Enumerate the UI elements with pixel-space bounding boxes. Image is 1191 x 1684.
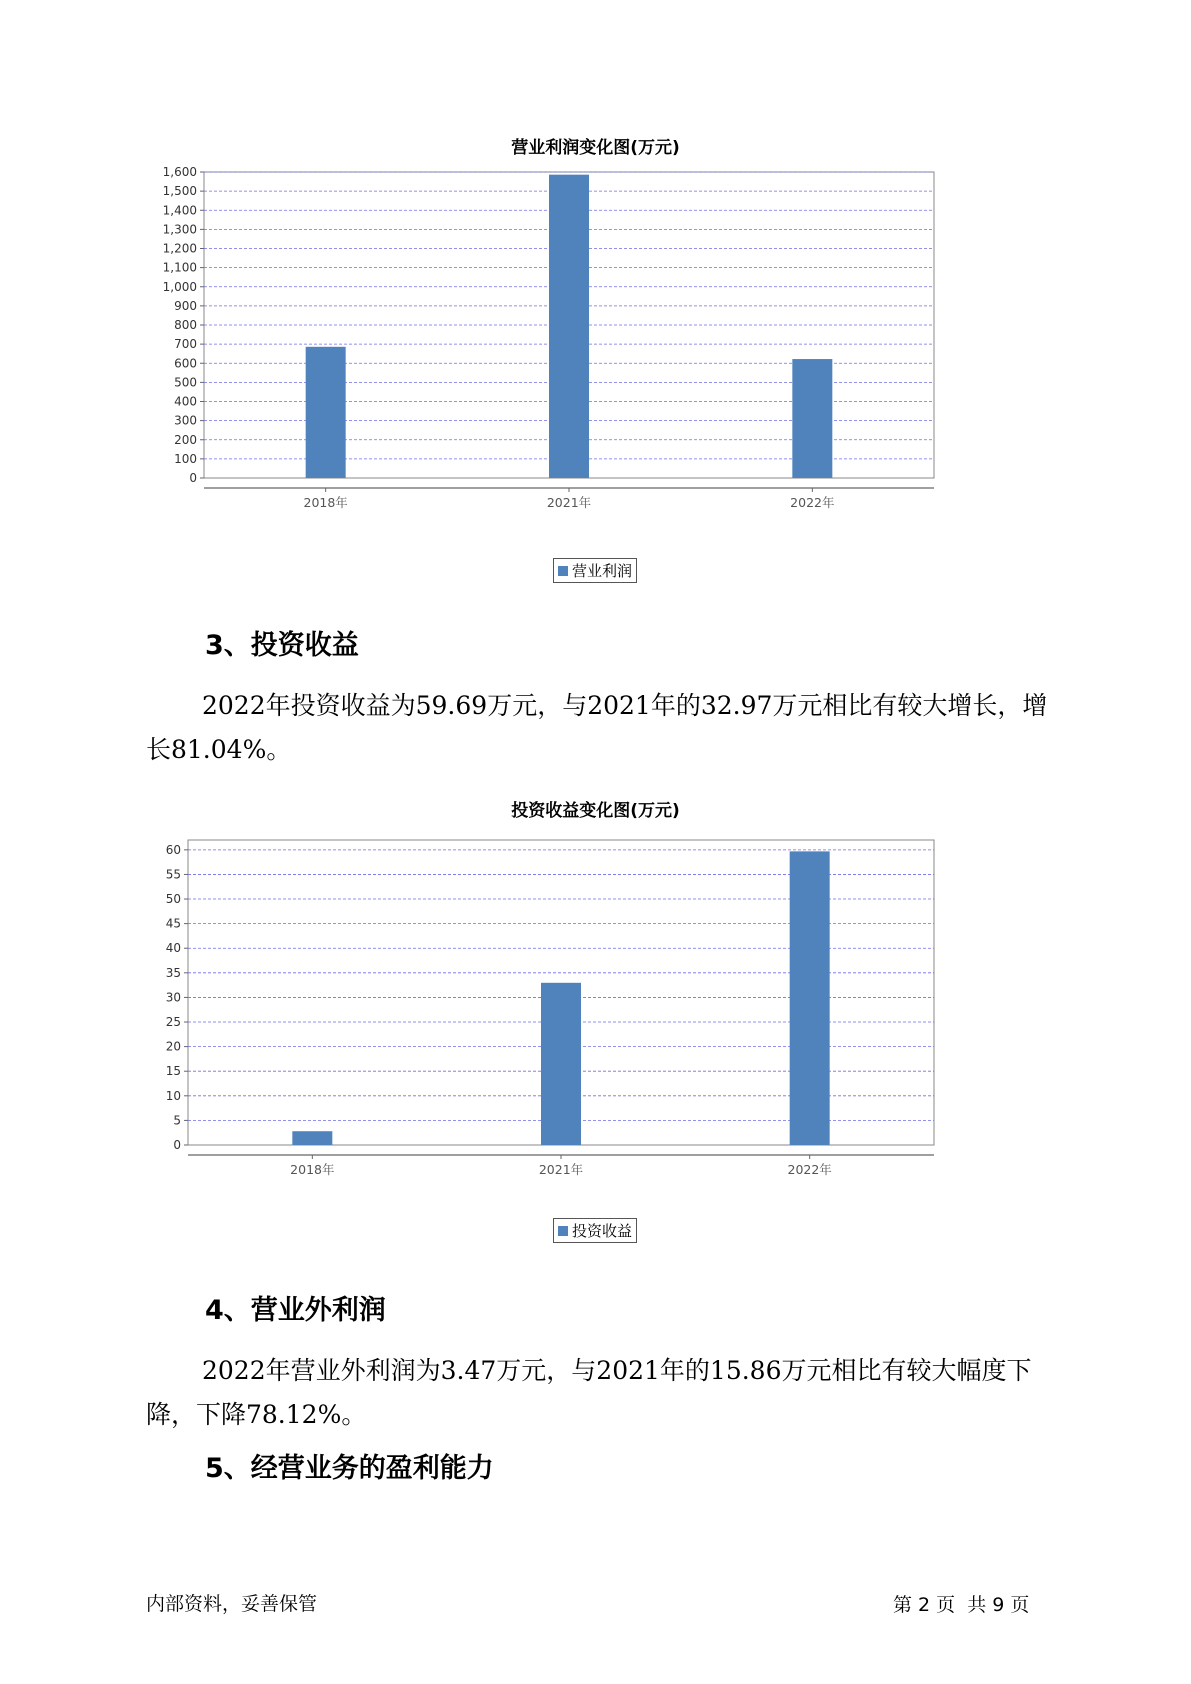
y-tick-label: 40 xyxy=(165,941,181,956)
bar-2021年 xyxy=(541,983,581,1145)
y-tick-label: 1,300 xyxy=(162,222,197,237)
y-tick-label: 500 xyxy=(174,375,197,390)
y-tick-label: 25 xyxy=(165,1015,181,1030)
bar-2022年 xyxy=(790,851,830,1145)
y-tick-label: 45 xyxy=(165,916,181,931)
y-tick-label: 700 xyxy=(174,337,197,352)
y-tick-label: 200 xyxy=(174,432,197,447)
bar-2022年 xyxy=(792,359,832,478)
y-tick-label: 5 xyxy=(173,1113,181,1128)
y-tick-label: 20 xyxy=(165,1039,181,1054)
y-tick-label: 900 xyxy=(174,298,197,313)
y-tick-label: 30 xyxy=(165,990,181,1005)
y-tick-label: 10 xyxy=(165,1088,181,1103)
y-tick-label: 55 xyxy=(165,867,181,882)
x-tick-label: 2021年 xyxy=(538,1162,584,1177)
chart1-legend-swatch xyxy=(558,566,568,576)
chart2-legend xyxy=(553,1218,637,1243)
x-tick-label: 2022年 xyxy=(790,495,835,510)
x-tick-label: 2018年 xyxy=(303,495,348,510)
chart1-title: 营业利润变化图(万元) xyxy=(511,138,680,158)
x-tick-label: 2022年 xyxy=(787,1162,832,1177)
footer-page-number: 第 2 页 共 9 页 xyxy=(893,1594,1030,1616)
x-tick-label: 2018年 xyxy=(290,1162,335,1177)
section4-paragraph: 2022年营业外利润为3.47万元，与2021年的15.86万元相比有较大幅度下降，下降78.12%。 xyxy=(146,1356,1032,1429)
y-tick-label: 15 xyxy=(165,1064,181,1079)
chart2-bar-chart xyxy=(150,832,950,1177)
y-tick-label: 1,000 xyxy=(162,279,197,294)
y-tick-label: 1,500 xyxy=(162,184,197,199)
chart1-legend xyxy=(553,558,637,583)
y-tick-label: 400 xyxy=(174,394,197,409)
chart1-bar-chart xyxy=(150,165,950,510)
section3-heading: 3、投资收益 xyxy=(205,630,359,661)
chart2-title: 投资收益变化图(万元) xyxy=(511,801,680,821)
section3-paragraph: 2022年投资收益为59.69万元，与2021年的32.97万元相比有较大增长，增长81.04%。 xyxy=(146,691,1048,764)
chart2-legend-swatch xyxy=(558,1226,568,1236)
x-tick-label: 2021年 xyxy=(546,495,592,510)
y-tick-label: 0 xyxy=(173,1138,181,1152)
y-tick-label: 60 xyxy=(165,842,181,857)
y-tick-label: 1,200 xyxy=(162,241,197,256)
y-tick-label: 1,100 xyxy=(162,260,197,275)
y-tick-label: 600 xyxy=(174,356,197,371)
y-tick-label: 100 xyxy=(174,451,197,466)
y-tick-label: 50 xyxy=(165,892,181,907)
bar-2021年 xyxy=(549,175,589,478)
y-tick-label: 300 xyxy=(174,413,197,428)
bar-2018年 xyxy=(292,1131,332,1145)
chart2-legend-label: 投资收益 xyxy=(572,1222,633,1240)
y-tick-label: 35 xyxy=(165,965,181,980)
y-tick-label: 800 xyxy=(174,318,197,332)
bar-2018年 xyxy=(306,347,346,478)
footer-confidential-note: 内部资料，妥善保管 xyxy=(146,1593,318,1615)
section5-heading: 5、经营业务的盈利能力 xyxy=(205,1453,494,1484)
section4-heading: 4、营业外利润 xyxy=(205,1295,386,1326)
y-tick-label: 0 xyxy=(189,471,197,485)
chart1-legend-label: 营业利润 xyxy=(572,562,633,580)
y-tick-label: 1,600 xyxy=(162,165,197,179)
y-tick-label: 1,400 xyxy=(162,203,197,218)
